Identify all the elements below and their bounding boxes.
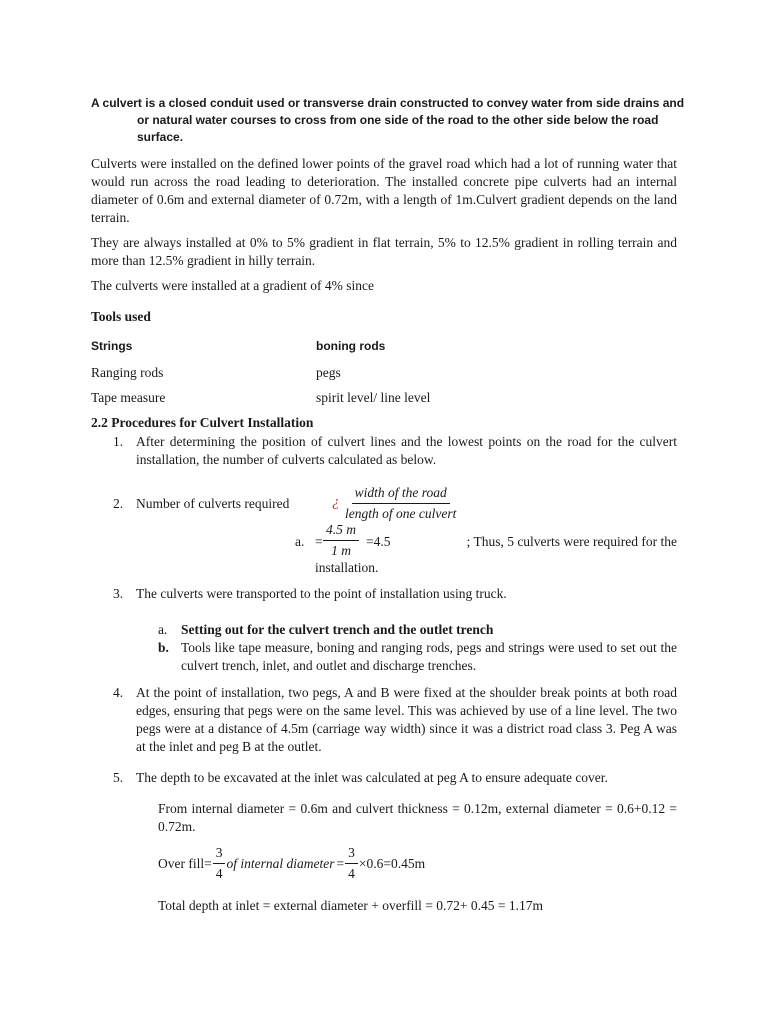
item-4-number: 4. — [113, 685, 124, 700]
item-2-number: 2. — [113, 496, 124, 511]
intro-line-2: or natural water courses to cross from one side of the road to the other side below the road — [137, 113, 659, 127]
sub-a-conclusion-2: installation. — [315, 560, 379, 575]
fraction-numerator: width of the road — [352, 484, 450, 504]
item-3-number: 3. — [113, 586, 124, 601]
tools-heading: Tools used — [91, 309, 151, 324]
item-1-number: 1. — [113, 434, 124, 449]
overfill-den-2: 4 — [348, 866, 355, 881]
item-3b-text: Tools like tape measure, boning and ranging rods, pegs and strings were used to set out the culvert trench, inlet, and outlet and discharge trenches. — [181, 640, 677, 673]
item-5-calculation: From internal diameter = 0.6m and culvert thickness = 0.12m, external diameter = 0.6+0.12 = 0.72m. — [158, 801, 677, 834]
item-1-text: After determining the position of culvert lines and the lowest points on the road for the culvert installation, the number of culverts calculated as below. — [136, 434, 677, 467]
overfill-den-1: 4 — [215, 866, 223, 881]
culverts-fraction — [342, 484, 459, 523]
tool-strings: Strings — [91, 339, 133, 353]
procedures-heading: 2.2 Procedures for Culvert Installation — [91, 415, 314, 430]
sub-a-label: a. — [295, 534, 305, 549]
tool-tape-measure: Tape measure — [91, 390, 166, 405]
item-3b-label: b. — [158, 640, 169, 655]
item-5-number: 5. — [113, 770, 124, 785]
fraction-denominator: length of one culvert — [345, 506, 457, 521]
item-3a-text: Setting out for the culvert trench and the outlet trench — [181, 622, 494, 637]
sub-a-equals: = — [315, 534, 323, 549]
overfill-num-1: 3 — [213, 844, 226, 864]
sub-a-denominator: 1 m — [331, 543, 351, 558]
overfill-result: ×0.6=0.45m — [358, 855, 426, 871]
item-4-text: At the point of installation, two pegs, A and B were fixed at the shoulder break points at both road edges, ensuring that pegs were on the same level. This was achieved by use of a line level. The two pegs were at a distance of 4.5m (carriage way width) since it was a district road class 3. Peg A was at the inlet and peg B at the outlet. — [136, 685, 677, 754]
overfill-equation — [158, 844, 425, 883]
tool-pegs: pegs — [316, 365, 341, 380]
sub-a-numerator: 4.5 m — [323, 521, 359, 541]
overfill-num-2: 3 — [345, 844, 358, 864]
overfill-text: of internal diameter — [226, 855, 335, 871]
item-3-text: The culverts were transported to the point of installation using truck. — [136, 586, 507, 601]
tool-spirit-level: spirit level/ line level — [316, 390, 431, 405]
intro-line-3: surface. — [137, 130, 184, 144]
sub-a-result: =4.5 — [366, 534, 391, 549]
intro-line-1: A culvert is a closed conduit used or transverse drain constructed to convey water from side drains and — [91, 96, 685, 110]
paragraph-gradient-terrain: They are always installed at 0% to 5% gradient in flat terrain, 5% to 12.5% gradient in rolling terrain and more than 12.5% gradient in hilly terrain. — [91, 235, 677, 268]
overfill-label: Over fill= — [158, 855, 212, 871]
item-3a-label: a. — [158, 622, 168, 637]
error-glyph: ¿ — [332, 494, 340, 510]
tool-boning-rods: boning rods — [316, 339, 386, 353]
sub-a-conclusion: ; Thus, 5 culverts were required for the — [466, 534, 677, 549]
paragraph-gradient-4: The culverts were installed at a gradient of 4% since — [91, 278, 375, 293]
overfill-equals: = — [336, 855, 345, 871]
paragraph-culverts-installed: Culverts were installed on the defined lower points of the gravel road which had a lot of running water that would run across the road leading to deterioration. The installed concrete pipe culverts had an internal diameter of 0.6m and external diameter of 0.72m, with a length of 1m.Culvert gradient depends on the land terrain. — [91, 156, 677, 225]
total-depth: Total depth at inlet = external diameter + overfill = 0.72+ 0.45 = 1.17m — [158, 898, 544, 913]
sub-a-fraction — [323, 521, 359, 560]
item-5-text: The depth to be excavated at the inlet was calculated at peg A to ensure adequate cover. — [136, 770, 608, 785]
item-2-text: Number of culverts required — [136, 496, 290, 511]
tool-ranging-rods: Ranging rods — [91, 365, 164, 380]
